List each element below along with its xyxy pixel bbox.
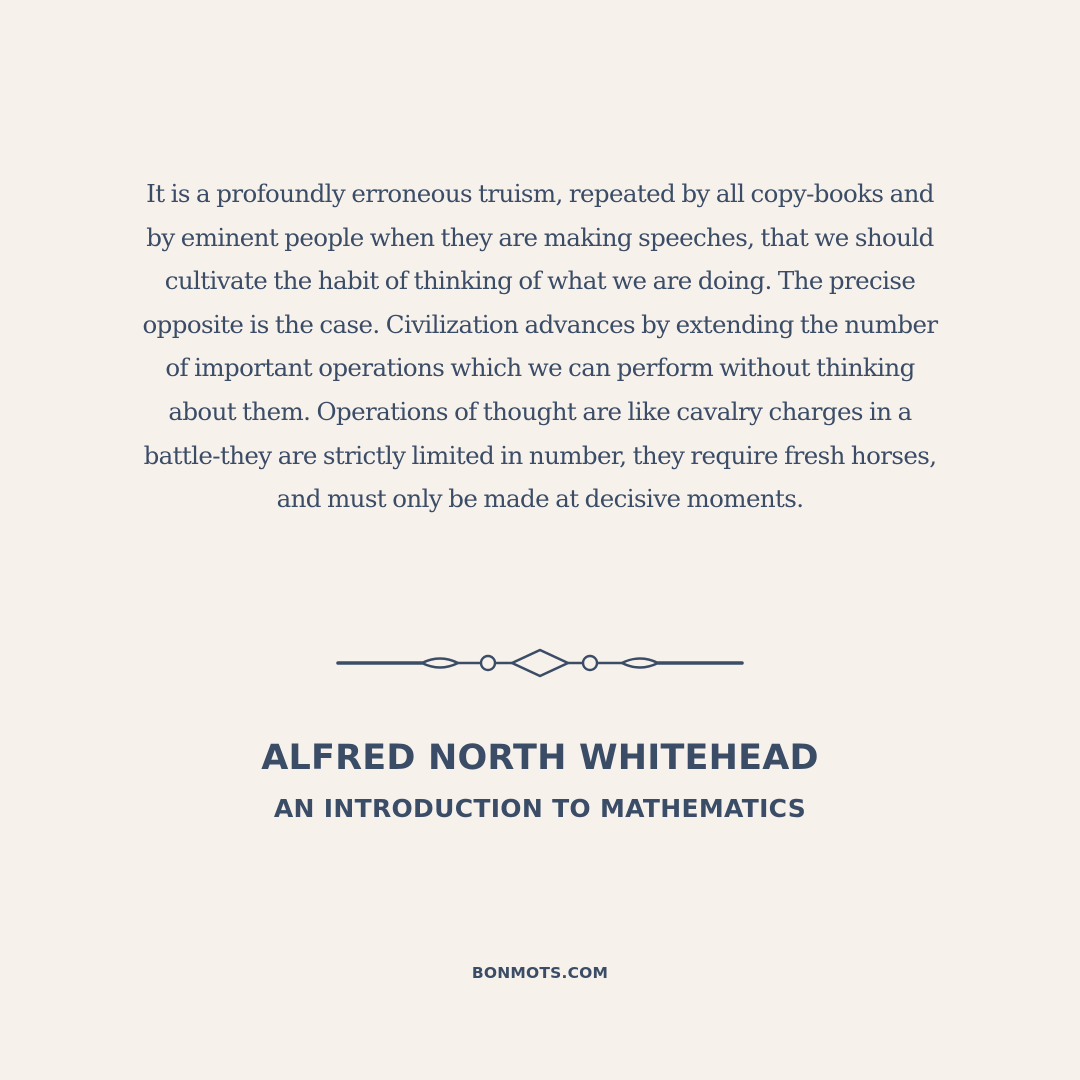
author-name: ALFRED NORTH WHITEHEAD [261, 738, 819, 778]
quote-text [100, 172, 980, 521]
quote-line: of important operations which we can perform without thinking [165, 353, 915, 383]
quote-line: by eminent people when they are making speeches, that we should [146, 222, 934, 252]
quote-line: cultivate the habit of thinking of what we are doing. The precise [164, 266, 916, 296]
quote-line: opposite is the case. Civilization advances by extending the number [142, 309, 938, 339]
quote-line: about them. Operations of thought are like cavalry charges in a [168, 396, 912, 426]
source-title: AN INTRODUCTION TO MATHEMATICS [273, 794, 807, 823]
ornamental-divider-icon [336, 646, 744, 678]
quote-line: and must only be made at decisive moments. [276, 484, 804, 514]
site-link[interactable]: BONMOTS.COM [471, 964, 609, 982]
quote-line: battle-they are strictly limited in number, they require fresh horses, [143, 440, 937, 470]
quote-line: It is a profoundly erroneous truism, repeated by all copy-books and [146, 179, 934, 208]
